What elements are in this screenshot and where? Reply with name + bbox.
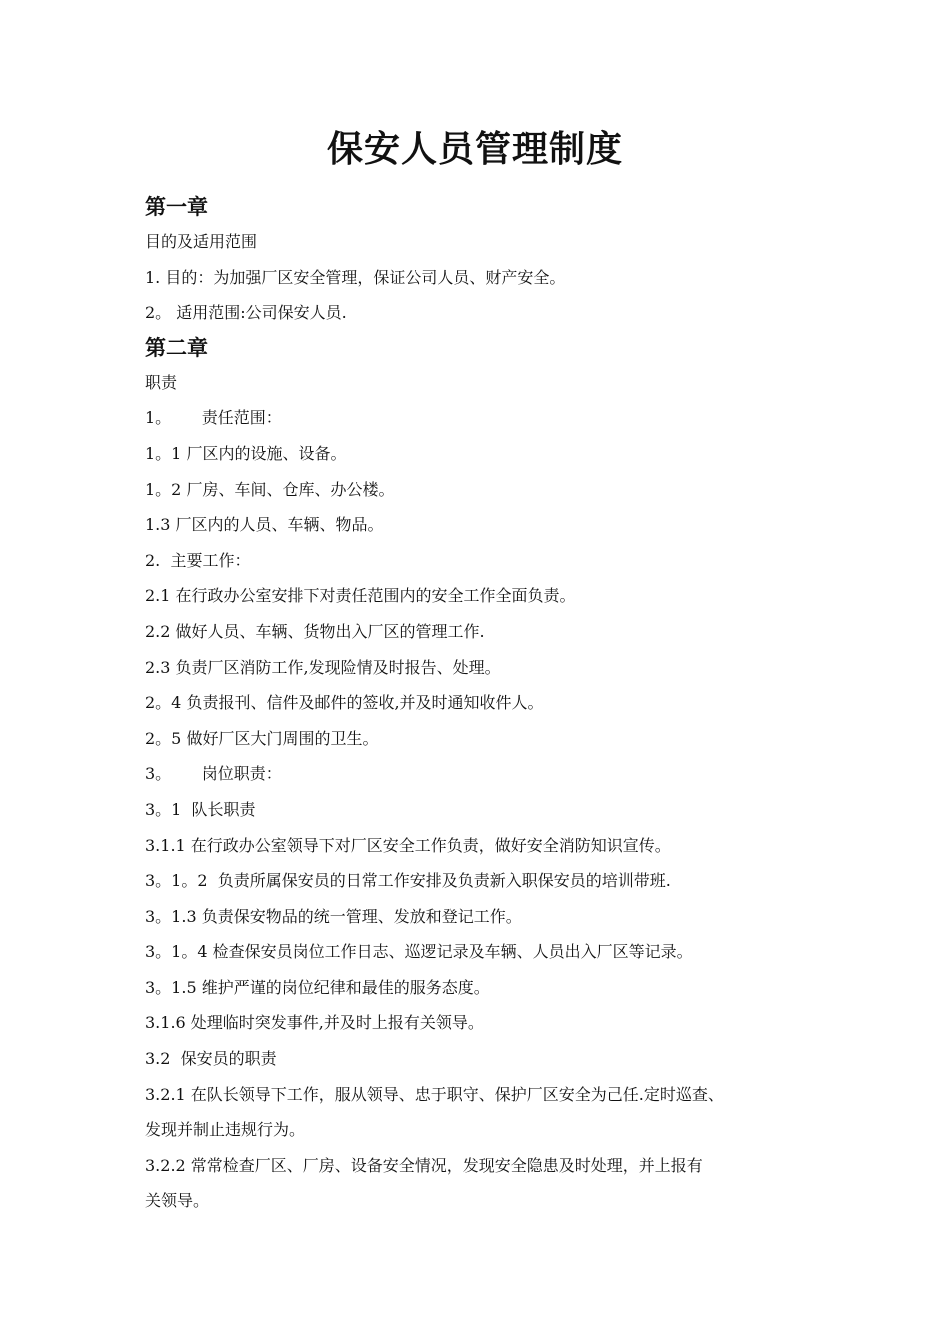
paragraph-line: 3。 岗位职责：	[145, 764, 282, 784]
paragraph-line: 3。1。2 负责所属保安员的日常工作安排及负责新入职保安员的培训带班.	[145, 871, 671, 891]
document-body	[145, 190, 835, 1219]
paragraph-line: 目的及适用范围	[145, 232, 258, 251]
paragraph-line: 2。4 负责报刊、信件及邮件的签收,并及时通知收件人。	[145, 693, 544, 713]
paragraph-line: 关领导。	[145, 1191, 210, 1211]
paragraph-line: 1。2 厂房、车间、仓库、办公楼。	[145, 479, 395, 499]
chapter-heading: 第一章	[145, 195, 208, 219]
document-title: 保安人员管理制度	[326, 129, 623, 170]
paragraph-line: 3。1.5 维护严谨的岗位纪律和最佳的服务态度。	[145, 977, 490, 997]
paragraph-line: 2.3 负责厂区消防工作,发现险情及时报告、处理。	[145, 657, 501, 677]
paragraph-line: 3.2 保安员的职责	[145, 1049, 277, 1069]
paragraph-line: 1。1 厂区内的设施、设备。	[145, 443, 347, 463]
paragraph-line: 2.2 做好人员、车辆、货物出入厂区的管理工作.	[145, 621, 485, 641]
paragraph-line: 3。1.3 负责保安物品的统一管理、发放和登记工作。	[145, 906, 522, 926]
paragraph-line: 2.1 在行政办公室安排下对责任范围内的安全工作全面负责。	[145, 586, 576, 606]
paragraph-line: 2。5 做好厂区大门周围的卫生。	[145, 728, 379, 748]
paragraph-line: 2。 适用范围:公司保安人员.	[145, 303, 347, 323]
paragraph-line: 3.1.6 处理临时突发事件,并及时上报有关领导。	[145, 1013, 484, 1033]
paragraph-line: 3。1 队长职责	[145, 799, 256, 819]
paragraph-line: 2. 主要工作：	[145, 550, 251, 570]
paragraph-line: 1. 目的：为加强厂区安全管理，保证公司人员、财产安全。	[145, 267, 566, 287]
paragraph-line: 3.2.1 在队长领导下工作，服从领导、忠于职守、保护厂区安全为己任.定时巡查、	[145, 1084, 724, 1104]
paragraph-line: 1。 责任范围：	[145, 408, 282, 428]
paragraph-line: 1.3 厂区内的人员、车辆、物品。	[145, 515, 384, 535]
paragraph-line: 职责	[145, 372, 178, 392]
paragraph-line: 3.2.2 常常检查厂区、厂房、设备安全情况，发现安全隐患及时处理，并上报有	[145, 1155, 703, 1175]
chapter-heading: 第二章	[145, 335, 208, 360]
paragraph-line: 3.1.1 在行政办公室领导下对厂区安全工作负责，做好安全消防知识宣传。	[145, 835, 671, 855]
paragraph-line: 发现并制止违规行为。	[145, 1120, 306, 1140]
paragraph-line: 3。1。4 检查保安员岗位工作日志、巡逻记录及车辆、人员出入厂区等记录。	[145, 942, 693, 962]
